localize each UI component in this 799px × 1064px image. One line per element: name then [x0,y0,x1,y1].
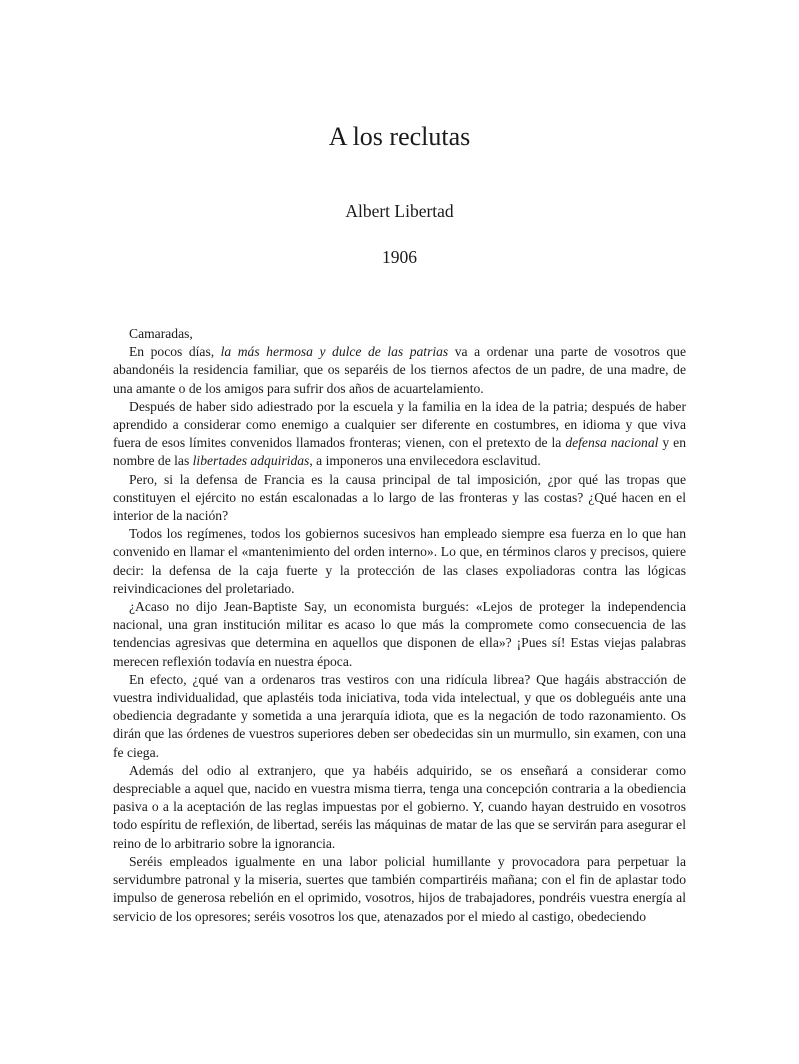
document-date: 1906 [382,247,417,267]
paragraph-1-text-b: va a ordenar una parte de vosotros que abandonéis la residencia familiar, que os separéis de los tiernos afectos de un padre, de una madre, de una amante o de los amigos para sufrir dos años de acuartelamiento. [113,344,687,396]
paragraph-1-emphasis: la más hermosa y dulce de las patrias [220,344,449,360]
paragraph-1 [113,343,686,398]
paragraph-2-text-a: Después de haber sido adiestrado por la escuela y la familia en la idea de la patria; después de haber aprendido a considerar como enemigo a cualquier ser diferente en costumbres, en idioma y que viva fuera de esos límites convenidos llamados fronteras; vienen, con el pretexto de la [113,398,686,451]
paragraph-4: Todos los regímenes, todos los gobiernos sucesivos han empleado siempre esa fuerza en lo que han convenido en llamar el «mantenimiento del orden interno». Lo que, en términos claros y precisos, quiere decir: la defensa de la caja fuerte y la protección de las clases expoliadoras contra las lógicas reivindicaciones del proletariado. [113,526,686,596]
paragraph-2-text-c: , a imponeros una envilecedora esclavitud. [309,453,541,469]
paragraph-7: Además del odio al extranjero, que ya habéis adquirido, se os enseñará a considerar como despreciable a aquel que, nacido en vuestra misma tierra, tenga una concepción contraria a la obediencia pasiva o a la aceptación de las reglas impuestas por el gobierno. Y, cuando hayan destruido en vosotros todo espíritu de reflexión, de libertad, seréis las máquinas de matar de las que se servirán para asegurar el reino de lo arbitrario sobre la ignorancia. [113,762,686,851]
paragraph-2-emphasis-1: defensa nacional [565,435,659,451]
paragraph-2-emphasis-2: libertades adquiridas [192,453,310,469]
document-title: A los reclutas [328,122,471,151]
paragraph-1-text-a: En pocos días, [129,344,221,360]
document-author: Albert Libertad [345,201,454,221]
document-body [113,325,686,926]
paragraph-3: Pero, si la defensa de Francia es la causa principal de tal imposición, ¿por qué las tropas que constituyen el ejército no están escalonadas a lo largo de las fronteras y las costas? ¿Qué hacen en el interior de la nación? [113,471,686,524]
paragraph-6: En efecto, ¿qué van a ordenaros tras vestiros con una ridícula librea? Que hagáis abstracción de vuestra individualidad, que aplastéis toda iniciativa, toda vida intelectual, y que os dobleguéis ante una obediencia degradante y sometida a una jerarquía idiota, que es la negación de todo razonamiento. Os dirán que las órdenes de vuestros superiores deben ser obedecidas sin un murmullo, sin examen, con una fe ciega. [113,671,686,760]
greeting: Camaradas, [129,326,193,341]
paragraph-2-text-b: y en nombre de las [113,435,687,469]
paragraph-8: Seréis empleados igualmente en una labor policial humillante y provocadora para perpetuar la servidumbre patronal y la miseria, suertes que también compartiréis mañana; con el fin de aplastar todo impulso de generosa rebelión en el oprimido, vosotros, hijos de trabajadores, pondréis vuestra energía al servicio de los opresores; seréis vosotros los que, atenazados por el miedo al castigo, obedeciendo [113,853,686,924]
paragraph-5: ¿Acaso no dijo Jean-Baptiste Say, un economista burgués: «Lejos de proteger la independencia nacional, una gran institución militar es acaso lo que más la compromete como consecuencia de las tendencias agresivas que determina en aquellos que disponen de ella»? ¡Pues sí! Estas viejas palabras merecen reflexión todavía en nuestra época. [113,599,686,669]
paragraph-2 [113,398,686,471]
